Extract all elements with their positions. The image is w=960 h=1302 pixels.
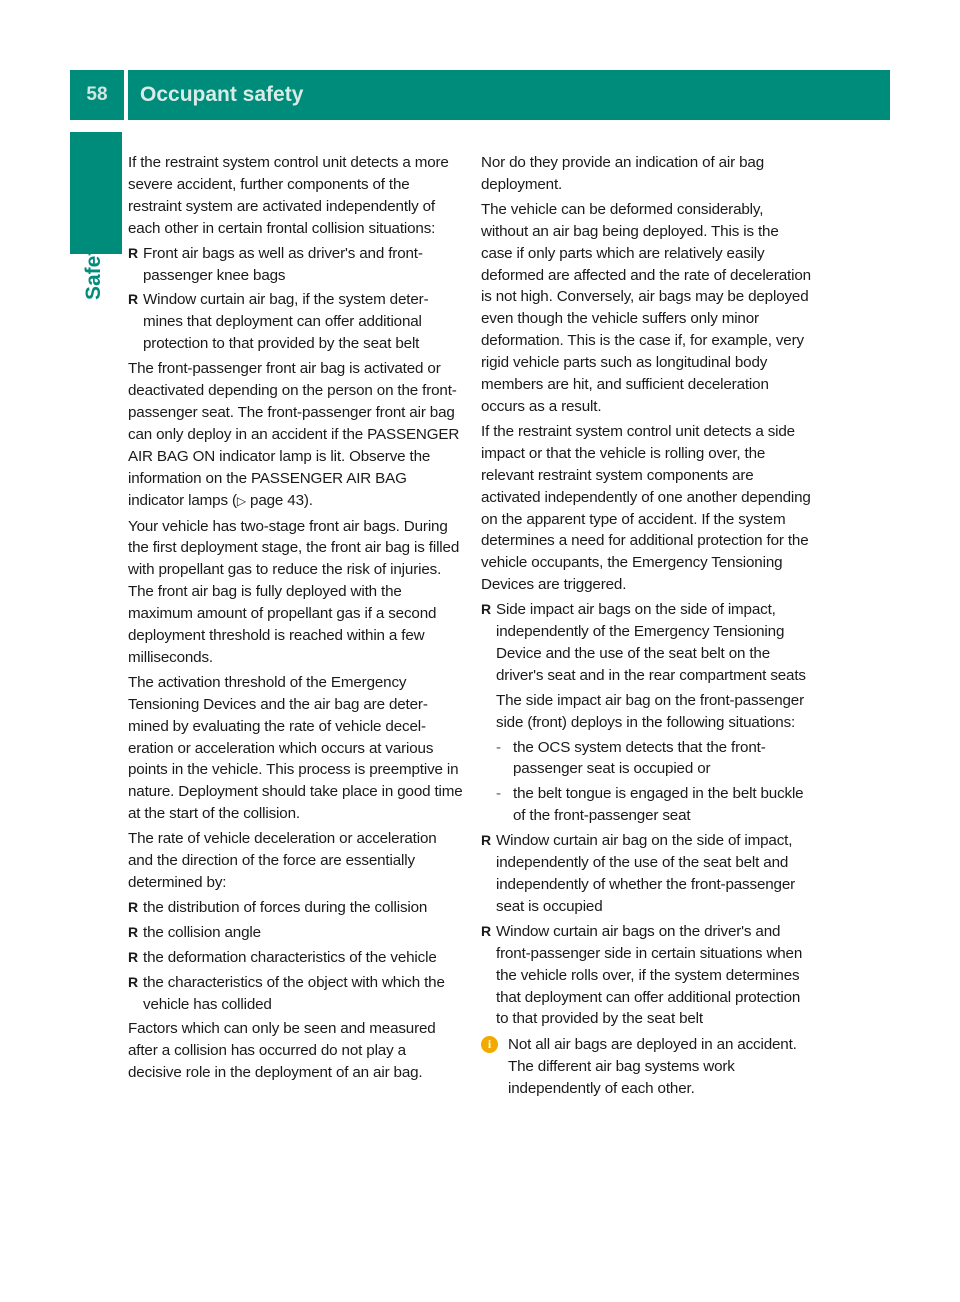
paragraph-text: The front-passenger front air bag is activated or deactivated depending on the person on the front-passenger seat. The front-passenger front air bag can only deploy in an accident if the PASSENGER AIR BAG ON indicator lamp is lit. Observe the information on the PASSENGER AIR BAG indicator lamps ( bbox=[128, 360, 460, 509]
paragraph: The vehicle can be deformed considerably, without an air bag being deployed. This is the case if only parts which are relatively easily deformed are affected and the rate of deceleration is not high. Conversely, air bags may be deployed even though the vehicle suffers only minor deformation. This is the case if, for example, very rigid vehicle parts such as longitudinal body members are hit, and sufficient deceleration occurs as a result. bbox=[481, 200, 811, 415]
page-title: Occupant safety bbox=[140, 83, 304, 106]
paragraph: If the restraint system control unit detects a side impact or that the vehicle is rolling over, the relevant restraint system components are activated independently of one another depending on the apparent type of accident. If the system determines a need for additional protection for the vehicle occupants, the Emergency Tensioning Devices are triggered. bbox=[481, 422, 811, 594]
dash-marker: - bbox=[496, 785, 501, 803]
list-item-text: Window curtain air bag on the side of impact, independently of the use of the seat belt and independently of whether the front-passenger seat is occupied bbox=[496, 832, 796, 915]
list-item bbox=[128, 972, 463, 1016]
dash-marker: - bbox=[496, 738, 501, 756]
list-item bbox=[128, 897, 463, 919]
right-column bbox=[481, 152, 813, 1100]
sub-list-item-text: the OCS system detects that the front-passenger seat is occupied or bbox=[513, 738, 766, 778]
header-divider bbox=[124, 70, 128, 120]
page-number-box bbox=[70, 70, 124, 120]
bullet-marker: R bbox=[128, 898, 138, 915]
bullet-marker: R bbox=[128, 291, 138, 308]
bullet-marker: R bbox=[128, 244, 138, 261]
sub-list-item bbox=[496, 783, 813, 827]
page-reference-link[interactable]: page 43). bbox=[245, 491, 313, 509]
paragraph: If the restraint system control unit detects a more severe accident, further components of the restraint system are activated independently of each other in certain frontal collision situations: bbox=[128, 154, 449, 237]
info-note bbox=[481, 1034, 813, 1100]
list-item bbox=[128, 243, 463, 287]
section-tab-label: Safety bbox=[82, 236, 105, 300]
paragraph: The activation threshold of the Emergency Tensioning Devices and the air bag are determined by evaluating the rate of vehicle deceleration or acceleration which occurs at various points in the vehicle. This process is preemptive in nature. Deployment should take place in good time at the start of the collision. bbox=[128, 673, 463, 823]
list-item-text: Window curtain air bags on the driver's and front-passenger side in certain situations when the vehicle rolls over, if the system determines that deployment can offer additional protection to that provided by the seat belt bbox=[496, 922, 803, 1028]
paragraph: The rate of vehicle deceleration or acceleration and the direction of the force are essentially determined by: bbox=[128, 830, 437, 891]
list-item-text: the characteristics of the object with which the vehicle has collided bbox=[143, 973, 445, 1013]
paragraph: Nor do they provide an indication of air bag deployment. bbox=[481, 154, 764, 193]
info-icon: i bbox=[481, 1036, 498, 1053]
bullet-marker: R bbox=[481, 832, 491, 849]
sub-list-item bbox=[496, 737, 813, 781]
list-item-text: the collision angle bbox=[143, 923, 261, 941]
list-item-text: the distribution of forces during the collision bbox=[143, 898, 428, 916]
list-item bbox=[128, 922, 463, 944]
section-tab-block bbox=[70, 132, 122, 254]
list-item bbox=[128, 947, 463, 969]
sub-list-item-text: the belt tongue is engaged in the belt buckle of the front-passenger seat bbox=[513, 785, 804, 825]
info-note-text: Not all air bags are deployed in an accident. The different air bag systems work independently of each other. bbox=[508, 1036, 797, 1098]
paragraph bbox=[128, 358, 463, 512]
list-item-text: Side impact air bags on the side of impact, independently of the Emergency Tensioning Device and the use of the seat belt on the driver's seat and in the rear compartment seats bbox=[496, 601, 806, 684]
page-number: 58 bbox=[86, 84, 108, 105]
bullet-marker: R bbox=[481, 601, 491, 618]
list-item-text: Window curtain air bag, if the system determines that deployment can offer additional protection to that provided by the seat belt bbox=[143, 291, 429, 353]
list-item bbox=[481, 830, 813, 918]
bullet-marker: R bbox=[128, 948, 138, 965]
list-item bbox=[128, 289, 463, 355]
list-item bbox=[481, 921, 813, 1031]
bullet-marker: R bbox=[128, 923, 138, 940]
paragraph: Your vehicle has two-stage front air bags. During the first deployment stage, the front air bag is filled with propellant gas to reduce the risk of injuries. The front air bag is fully deployed with the maximum amount of propellant gas if a second deployment threshold is reached within a few milliseconds. bbox=[128, 517, 460, 666]
left-column bbox=[128, 152, 463, 1087]
list-item-text: the deformation characteristics of the vehicle bbox=[143, 948, 437, 966]
bullet-marker: R bbox=[128, 973, 138, 990]
page-reference-arrow-icon: ▷ bbox=[236, 493, 246, 508]
list-item-subparagraph: The side impact air bag on the front-passenger side (front) deploys in the following situations: bbox=[496, 691, 804, 731]
paragraph: Factors which can only be seen and measured after a collision has occurred do not play a decisive role in the deployment of an air bag. bbox=[128, 1020, 436, 1082]
list-item-text: Front air bags as well as driver's and front-passenger knee bags bbox=[143, 244, 423, 284]
bullet-marker: R bbox=[481, 922, 491, 939]
list-item bbox=[481, 599, 813, 827]
